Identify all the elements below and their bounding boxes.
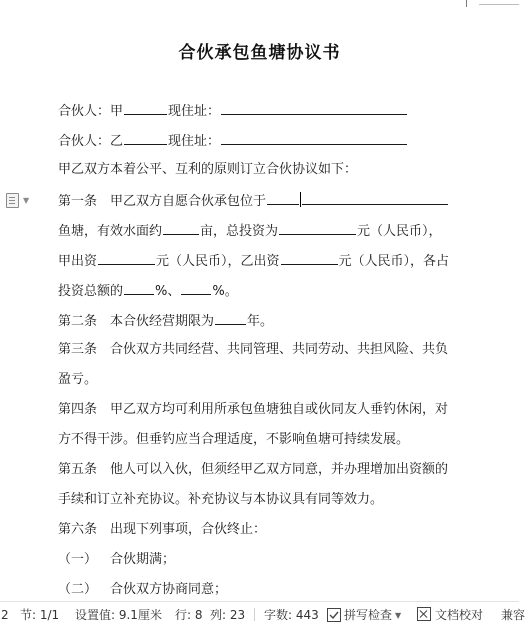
intro-paragraph: 甲乙双方本着公平、互利的原则订立合伙协议如下：	[58, 162, 358, 177]
article-6-number: 第六条	[58, 522, 98, 537]
location-blank-b[interactable]	[302, 191, 448, 205]
article-1-line-4	[58, 281, 238, 301]
partner-a-name-blank[interactable]	[124, 101, 167, 115]
article-1-line-3	[58, 251, 449, 271]
article-1-text-1: 甲乙双方自愿合伙承包位于	[110, 194, 267, 209]
document-title: 合伙承包鱼塘协议书	[178, 43, 341, 63]
page-icon	[6, 193, 19, 208]
status-word-count[interactable]: 字数: 443	[264, 608, 319, 622]
doc-proof-icon	[417, 607, 431, 621]
location-blank-a[interactable]	[267, 191, 299, 205]
article-5-line-2: 手续和订立补充协议。补充协议与本协议具有同等效力。	[58, 492, 384, 507]
spell-check-icon	[327, 608, 341, 622]
partner-b-address-label: 现住址：	[168, 134, 221, 149]
list-item-2-text: 合伙双方协商同意；	[110, 582, 228, 597]
article-3-text-1: 合伙双方共同经营、共同管理、共同劳动、共担风险、共负	[110, 342, 449, 357]
list-item-1-number: （一）	[58, 552, 98, 567]
text-cursor	[300, 192, 301, 207]
spell-check-label: 拼写检查	[344, 608, 393, 622]
list-item-2-number: （二）	[58, 582, 98, 597]
article-5-line-1	[58, 461, 448, 479]
partner-a-address-label: 现住址：	[168, 104, 221, 119]
status-divider	[254, 608, 255, 621]
article-1-number: 第一条	[58, 194, 98, 209]
list-item-1	[58, 551, 175, 569]
doc-proof-label: 文档校对	[435, 608, 484, 622]
status-setting[interactable]: 设置值: 9.1厘米	[75, 608, 162, 622]
article-1-line-1	[58, 191, 449, 211]
article-2-number: 第二条	[58, 314, 98, 329]
article-2-line	[58, 311, 273, 331]
status-column[interactable]: 列: 23	[210, 608, 246, 622]
article-4-text-1: 甲乙双方均可利用所承包鱼塘独自或伙同友人垂钓休闲，对	[110, 402, 449, 417]
partner-b-address-blank[interactable]	[221, 131, 407, 145]
article-2-text-a: 本合伙经营期限为	[110, 314, 215, 329]
article-3-line-1	[58, 341, 448, 359]
total-investment-blank[interactable]	[279, 221, 356, 235]
article-5-text-1: 他人可以入伙，但须经甲乙双方同意，并办理增加出资额的	[110, 462, 449, 477]
article-1-line-2	[58, 221, 442, 241]
article-4-line-2: 方不得干涉。但垂钓应当合理适度，不影响鱼塘可持续发展。	[58, 432, 410, 447]
compat-mode-label[interactable]: 兼容	[501, 608, 525, 622]
article-1-text-2b: 亩，总投资为	[200, 224, 279, 239]
partner-b-name-blank[interactable]	[124, 131, 167, 145]
article-1-text-4a: 投资总额的	[58, 284, 124, 299]
b-share-blank[interactable]	[181, 281, 211, 295]
status-page[interactable]: 2	[1, 608, 9, 622]
a-investment-blank[interactable]	[98, 251, 155, 265]
partner-a-label: 合伙人：甲	[58, 104, 124, 119]
term-years-blank[interactable]	[215, 311, 246, 325]
article-3-line-2: 盈亏。	[58, 372, 98, 387]
doc-proof-button[interactable]	[417, 607, 483, 623]
article-2-text-b: 年。	[247, 314, 274, 329]
b-investment-blank[interactable]	[281, 251, 338, 265]
paragraph-layout-icon[interactable]	[6, 192, 32, 208]
article-4-line-1	[58, 401, 448, 419]
area-blank[interactable]	[163, 221, 199, 235]
partner-a-line	[58, 101, 408, 121]
article-1-text-3a: 甲出资	[58, 254, 98, 269]
partner-b-label: 合伙人：乙	[58, 134, 124, 149]
article-6-text: 出现下列事项，合伙终止：	[110, 522, 267, 537]
spell-check-button[interactable]	[327, 607, 401, 624]
partner-a-address-blank[interactable]	[221, 101, 407, 115]
chevron-down-icon: ▼	[23, 196, 30, 205]
article-6-line	[58, 521, 266, 539]
article-1-text-2a: 鱼塘，有效水面约	[58, 224, 163, 239]
list-item-2	[58, 581, 227, 599]
article-1-text-3c: 元（人民币），各占	[338, 254, 450, 269]
status-row[interactable]: 行: 8	[175, 608, 203, 622]
status-bar	[0, 601, 525, 627]
article-4-number: 第四条	[58, 402, 98, 417]
a-share-blank[interactable]	[124, 281, 154, 295]
chevron-down-icon: ▼	[395, 611, 402, 620]
article-1-text-4c: %。	[212, 284, 238, 299]
article-5-number: 第五条	[58, 462, 98, 477]
list-item-1-text: 合伙期满；	[110, 552, 176, 567]
article-1-text-2c: 元（人民币），	[357, 224, 442, 239]
article-1-text-3b: 元（人民币），乙出资	[156, 254, 280, 269]
article-3-number: 第三条	[58, 342, 98, 357]
status-section[interactable]: 节: 1/1	[20, 608, 60, 622]
partner-b-line	[58, 131, 408, 151]
article-1-text-4b: %、	[155, 284, 181, 299]
